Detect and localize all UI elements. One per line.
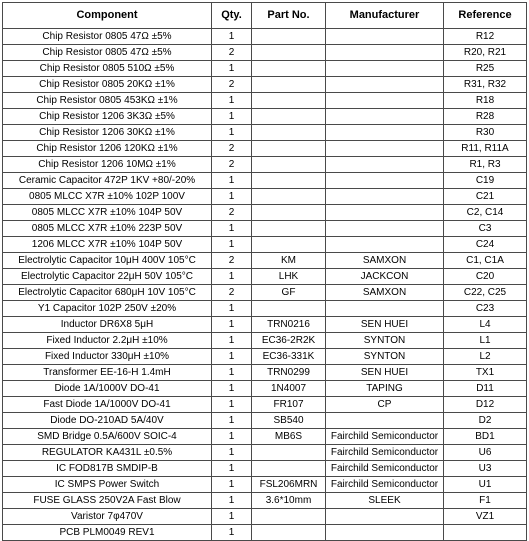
cell-reference: D2 — [444, 413, 527, 429]
cell-manufacturer — [326, 109, 444, 125]
cell-qty: 1 — [212, 461, 252, 477]
cell-qty: 2 — [212, 253, 252, 269]
cell-manufacturer: Fairchild Semiconductor — [326, 461, 444, 477]
cell-manufacturer — [326, 189, 444, 205]
cell-component: Diode DO-210AD 5A/40V — [3, 413, 212, 429]
cell-reference: C19 — [444, 173, 527, 189]
cell-part-no: LHK — [252, 269, 326, 285]
cell-component: Ceramic Capacitor 472P 1KV +80/-20% — [3, 173, 212, 189]
cell-reference: F1 — [444, 493, 527, 509]
cell-component: IC FOD817B SMDIP-B — [3, 461, 212, 477]
cell-part-no — [252, 461, 326, 477]
cell-part-no — [252, 141, 326, 157]
cell-component: 1206 MLCC X7R ±10% 104P 50V — [3, 237, 212, 253]
cell-qty: 1 — [212, 349, 252, 365]
table-row — [3, 269, 527, 285]
table-row — [3, 509, 527, 525]
table-row — [3, 173, 527, 189]
cell-reference: VZ1 — [444, 509, 527, 525]
table-row — [3, 493, 527, 509]
cell-reference: C1, C1A — [444, 253, 527, 269]
cell-part-no: TRN0216 — [252, 317, 326, 333]
cell-qty: 1 — [212, 221, 252, 237]
table-row — [3, 349, 527, 365]
cell-manufacturer: SLEEK — [326, 493, 444, 509]
table-row — [3, 141, 527, 157]
cell-reference: C21 — [444, 189, 527, 205]
cell-qty: 1 — [212, 413, 252, 429]
cell-reference: R30 — [444, 125, 527, 141]
header-part-no: Part No. — [252, 3, 326, 29]
cell-component: Fast Diode 1A/1000V DO-41 — [3, 397, 212, 413]
cell-component: Y1 Capacitor 102P 250V ±20% — [3, 301, 212, 317]
cell-manufacturer: Fairchild Semiconductor — [326, 445, 444, 461]
cell-part-no — [252, 237, 326, 253]
cell-component: Chip Resistor 0805 47Ω ±5% — [3, 29, 212, 45]
cell-manufacturer: Fairchild Semiconductor — [326, 429, 444, 445]
table-row — [3, 301, 527, 317]
cell-reference: L4 — [444, 317, 527, 333]
cell-component: FUSE GLASS 250V2A Fast Blow — [3, 493, 212, 509]
cell-manufacturer: SEN HUEI — [326, 317, 444, 333]
cell-component: 0805 MLCC X7R ±10% 104P 50V — [3, 205, 212, 221]
table-row — [3, 317, 527, 333]
table-row — [3, 333, 527, 349]
cell-qty: 1 — [212, 173, 252, 189]
table-row — [3, 477, 527, 493]
cell-part-no — [252, 221, 326, 237]
cell-reference: U3 — [444, 461, 527, 477]
cell-qty: 1 — [212, 269, 252, 285]
cell-component: REGULATOR KA431L ±0.5% — [3, 445, 212, 461]
table-row — [3, 525, 527, 541]
cell-qty: 1 — [212, 61, 252, 77]
cell-reference: D12 — [444, 397, 527, 413]
cell-qty: 1 — [212, 445, 252, 461]
cell-reference: TX1 — [444, 365, 527, 381]
cell-part-no — [252, 93, 326, 109]
table-row — [3, 237, 527, 253]
cell-reference: R20, R21 — [444, 45, 527, 61]
table-row — [3, 61, 527, 77]
cell-reference: R25 — [444, 61, 527, 77]
cell-part-no: FSL206MRN — [252, 477, 326, 493]
bom-body — [3, 29, 527, 541]
table-row — [3, 189, 527, 205]
cell-part-no: TRN0299 — [252, 365, 326, 381]
cell-reference: L1 — [444, 333, 527, 349]
cell-manufacturer: JACKCON — [326, 269, 444, 285]
cell-part-no: EC36-2R2K — [252, 333, 326, 349]
cell-reference: C20 — [444, 269, 527, 285]
cell-component: Chip Resistor 0805 453KΩ ±1% — [3, 93, 212, 109]
table-row — [3, 397, 527, 413]
cell-qty: 1 — [212, 477, 252, 493]
cell-manufacturer — [326, 301, 444, 317]
cell-qty: 1 — [212, 29, 252, 45]
cell-manufacturer — [326, 29, 444, 45]
cell-part-no: 1N4007 — [252, 381, 326, 397]
cell-component: Transformer EE-16-H 1.4mH — [3, 365, 212, 381]
cell-part-no — [252, 525, 326, 541]
cell-qty: 1 — [212, 381, 252, 397]
cell-part-no: GF — [252, 285, 326, 301]
cell-reference: C22, C25 — [444, 285, 527, 301]
cell-reference: U1 — [444, 477, 527, 493]
cell-part-no — [252, 301, 326, 317]
cell-qty: 2 — [212, 285, 252, 301]
cell-qty: 1 — [212, 109, 252, 125]
cell-reference: R12 — [444, 29, 527, 45]
cell-part-no: FR107 — [252, 397, 326, 413]
cell-manufacturer — [326, 61, 444, 77]
table-row — [3, 461, 527, 477]
cell-reference: R11, R11A — [444, 141, 527, 157]
cell-qty: 1 — [212, 189, 252, 205]
cell-component: Electrolytic Capacitor 10μH 400V 105°C — [3, 253, 212, 269]
cell-qty: 2 — [212, 141, 252, 157]
cell-reference: U6 — [444, 445, 527, 461]
cell-manufacturer: TAPING — [326, 381, 444, 397]
cell-reference — [444, 525, 527, 541]
cell-qty: 2 — [212, 205, 252, 221]
cell-reference: R1, R3 — [444, 157, 527, 173]
cell-part-no — [252, 29, 326, 45]
cell-qty: 1 — [212, 493, 252, 509]
cell-qty: 1 — [212, 317, 252, 333]
table-row — [3, 29, 527, 45]
table-row — [3, 205, 527, 221]
cell-qty: 2 — [212, 157, 252, 173]
cell-reference: C23 — [444, 301, 527, 317]
cell-qty: 1 — [212, 301, 252, 317]
cell-manufacturer — [326, 157, 444, 173]
header-reference: Reference — [444, 3, 527, 29]
cell-part-no: 3.6*10mm — [252, 493, 326, 509]
cell-qty: 1 — [212, 397, 252, 413]
table-row — [3, 221, 527, 237]
cell-reference: R28 — [444, 109, 527, 125]
cell-component: Chip Resistor 1206 3K3Ω ±5% — [3, 109, 212, 125]
cell-qty: 1 — [212, 525, 252, 541]
cell-manufacturer: SAMXON — [326, 253, 444, 269]
cell-component: 0805 MLCC X7R ±10% 102P 100V — [3, 189, 212, 205]
cell-component: Varistor 7φ470V — [3, 509, 212, 525]
cell-reference: C3 — [444, 221, 527, 237]
cell-manufacturer — [326, 237, 444, 253]
cell-part-no — [252, 205, 326, 221]
header-row — [3, 3, 527, 29]
cell-component: PCB PLM0049 REV1 — [3, 525, 212, 541]
cell-reference: C24 — [444, 237, 527, 253]
cell-component: Chip Resistor 1206 120KΩ ±1% — [3, 141, 212, 157]
table-row — [3, 365, 527, 381]
cell-reference: L2 — [444, 349, 527, 365]
cell-reference: C2, C14 — [444, 205, 527, 221]
cell-manufacturer — [326, 141, 444, 157]
table-row — [3, 429, 527, 445]
cell-qty: 1 — [212, 509, 252, 525]
cell-manufacturer — [326, 205, 444, 221]
cell-reference: R18 — [444, 93, 527, 109]
cell-component: Chip Resistor 1206 10MΩ ±1% — [3, 157, 212, 173]
cell-part-no — [252, 173, 326, 189]
cell-qty: 2 — [212, 45, 252, 61]
cell-manufacturer: SYNTON — [326, 333, 444, 349]
table-row — [3, 109, 527, 125]
cell-qty: 1 — [212, 93, 252, 109]
cell-manufacturer — [326, 221, 444, 237]
cell-component: IC SMPS Power Switch — [3, 477, 212, 493]
cell-reference: R31, R32 — [444, 77, 527, 93]
table-row — [3, 381, 527, 397]
header-component: Component — [3, 3, 212, 29]
cell-component: 0805 MLCC X7R ±10% 223P 50V — [3, 221, 212, 237]
cell-part-no: MB6S — [252, 429, 326, 445]
cell-part-no — [252, 125, 326, 141]
header-manufacturer: Manufacturer — [326, 3, 444, 29]
cell-component: Fixed Inductor 2.2μH ±10% — [3, 333, 212, 349]
cell-qty: 1 — [212, 429, 252, 445]
table-row — [3, 77, 527, 93]
cell-component: Chip Resistor 1206 30KΩ ±1% — [3, 125, 212, 141]
cell-component: Electrolytic Capacitor 680μH 10V 105°C — [3, 285, 212, 301]
cell-component: Chip Resistor 0805 47Ω ±5% — [3, 45, 212, 61]
cell-qty: 1 — [212, 237, 252, 253]
cell-component: Chip Resistor 0805 510Ω ±5% — [3, 61, 212, 77]
cell-part-no — [252, 509, 326, 525]
cell-manufacturer — [326, 173, 444, 189]
cell-component: Electrolytic Capacitor 22μH 50V 105°C — [3, 269, 212, 285]
cell-component: Fixed Inductor 330μH ±10% — [3, 349, 212, 365]
cell-manufacturer: SYNTON — [326, 349, 444, 365]
bom-table — [2, 2, 527, 541]
table-row — [3, 253, 527, 269]
table-row — [3, 125, 527, 141]
cell-manufacturer — [326, 77, 444, 93]
cell-manufacturer — [326, 45, 444, 61]
cell-manufacturer: CP — [326, 397, 444, 413]
cell-part-no — [252, 189, 326, 205]
table-row — [3, 157, 527, 173]
cell-part-no: EC36-331K — [252, 349, 326, 365]
cell-manufacturer: SAMXON — [326, 285, 444, 301]
table-row — [3, 445, 527, 461]
table-row — [3, 93, 527, 109]
cell-component: Diode 1A/1000V DO-41 — [3, 381, 212, 397]
table-row — [3, 413, 527, 429]
cell-part-no — [252, 77, 326, 93]
cell-qty: 2 — [212, 77, 252, 93]
cell-manufacturer — [326, 125, 444, 141]
cell-reference: D11 — [444, 381, 527, 397]
cell-component: Inductor DR6X8 5μH — [3, 317, 212, 333]
header-qty: Qty. — [212, 3, 252, 29]
cell-manufacturer — [326, 93, 444, 109]
cell-part-no — [252, 61, 326, 77]
cell-manufacturer — [326, 413, 444, 429]
cell-part-no — [252, 445, 326, 461]
table-row — [3, 45, 527, 61]
table-row — [3, 285, 527, 301]
cell-reference: BD1 — [444, 429, 527, 445]
cell-part-no: SB540 — [252, 413, 326, 429]
cell-manufacturer: SEN HUEI — [326, 365, 444, 381]
cell-component: Chip Resistor 0805 20KΩ ±1% — [3, 77, 212, 93]
cell-part-no — [252, 45, 326, 61]
cell-part-no: KM — [252, 253, 326, 269]
cell-manufacturer: Fairchild Semiconductor — [326, 477, 444, 493]
cell-manufacturer — [326, 525, 444, 541]
cell-qty: 1 — [212, 365, 252, 381]
cell-part-no — [252, 109, 326, 125]
cell-manufacturer — [326, 509, 444, 525]
cell-part-no — [252, 157, 326, 173]
cell-qty: 1 — [212, 333, 252, 349]
cell-component: SMD Bridge 0.5A/600V SOIC-4 — [3, 429, 212, 445]
cell-qty: 1 — [212, 125, 252, 141]
